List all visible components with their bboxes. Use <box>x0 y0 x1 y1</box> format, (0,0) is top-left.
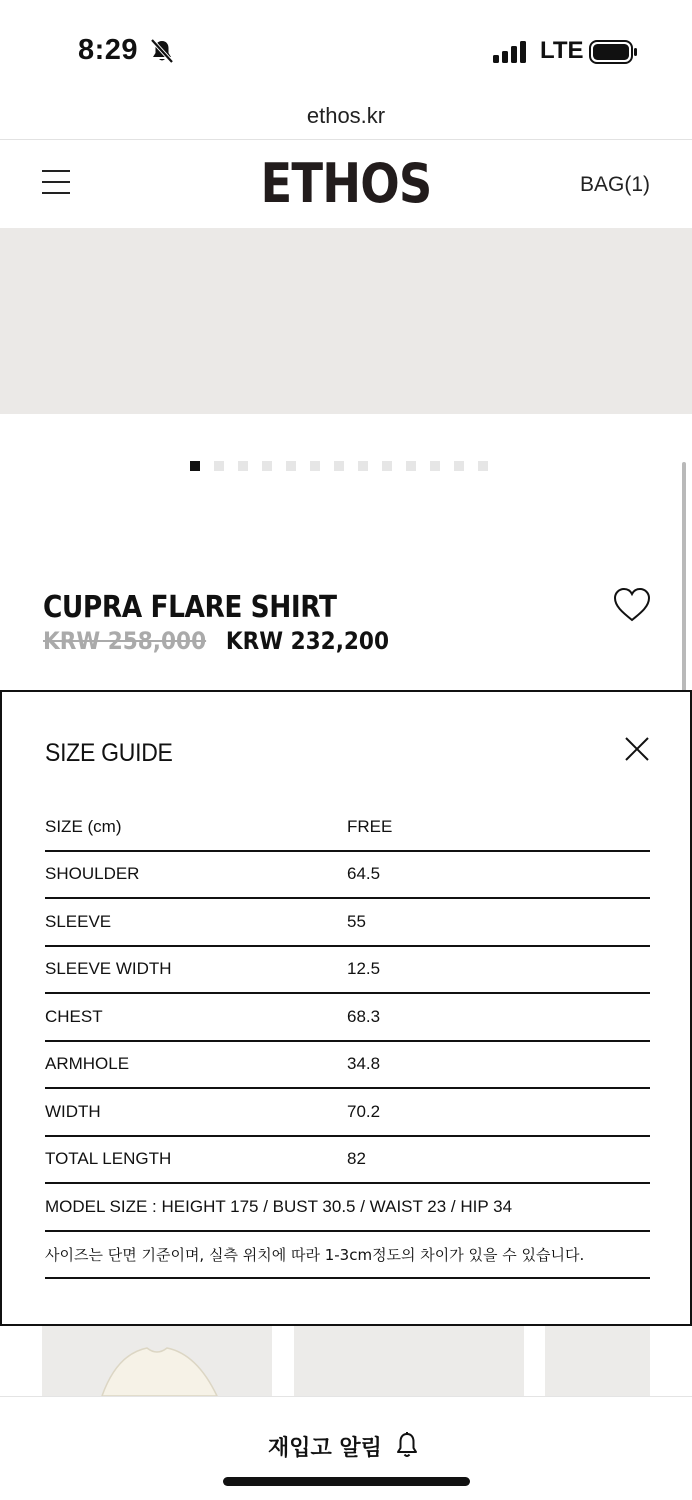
shirt-thumbnail-image <box>42 1326 272 1396</box>
original-price: KRW 258,000 <box>43 627 207 655</box>
size-row <box>45 1089 650 1137</box>
size-label: TOTAL LENGTH <box>45 1149 172 1169</box>
size-label: SIZE (cm) <box>45 816 122 836</box>
wishlist-heart-icon[interactable] <box>612 586 652 624</box>
carousel-dot[interactable] <box>310 461 320 471</box>
status-time: 8:29 <box>78 34 139 66</box>
carousel-dot[interactable] <box>190 461 200 471</box>
size-guide-title: SIZE GUIDE <box>45 739 173 767</box>
size-label: SHOULDER <box>45 864 140 884</box>
product-thumbnail[interactable] <box>545 1326 650 1396</box>
carousel-dot[interactable] <box>238 461 248 471</box>
size-value: FREE <box>347 816 393 836</box>
carousel-dot[interactable] <box>478 461 488 471</box>
size-row <box>45 1042 650 1090</box>
bell-icon <box>395 1431 419 1459</box>
size-value: 70.2 <box>347 1101 381 1121</box>
size-label: ARMHOLE <box>45 1054 130 1074</box>
size-row <box>45 947 650 995</box>
home-indicator <box>223 1477 470 1486</box>
size-guide-modal <box>0 690 692 1326</box>
size-value: 12.5 <box>347 959 381 979</box>
bell-slash-icon <box>150 38 174 64</box>
carousel-dot[interactable] <box>358 461 368 471</box>
site-logo[interactable]: ETHOS <box>260 152 432 215</box>
size-row <box>45 852 650 900</box>
page-scrollbar[interactable] <box>682 462 686 702</box>
carousel-dot[interactable] <box>214 461 224 471</box>
size-row <box>45 899 650 947</box>
size-value: 82 <box>347 1149 366 1169</box>
product-image[interactable] <box>0 228 692 414</box>
carousel-dot[interactable] <box>286 461 296 471</box>
bag-link[interactable]: BAG(1) <box>579 173 650 196</box>
size-row <box>45 994 650 1042</box>
close-icon[interactable] <box>624 736 650 762</box>
carousel-dot[interactable] <box>334 461 344 471</box>
carousel-dot[interactable] <box>406 461 416 471</box>
size-value: 68.3 <box>347 1006 381 1026</box>
carousel-dots <box>190 461 488 471</box>
sale-price: KRW 232,200 <box>225 627 389 655</box>
size-label: WIDTH <box>45 1101 101 1121</box>
carousel-dot[interactable] <box>262 461 272 471</box>
size-row <box>45 804 650 852</box>
carousel-dot[interactable] <box>382 461 392 471</box>
model-size-row: MODEL SIZE : HEIGHT 175 / BUST 30.5 / WAIST 23 / HIP 34 <box>45 1184 650 1232</box>
carousel-dot[interactable] <box>454 461 464 471</box>
size-value: 55 <box>347 911 366 931</box>
product-name: CUPRA FLARE SHIRT <box>43 590 337 625</box>
carousel-dot[interactable] <box>430 461 440 471</box>
size-label: CHEST <box>45 1006 103 1026</box>
product-thumbnail[interactable] <box>42 1326 272 1396</box>
size-label: SLEEVE <box>45 911 112 931</box>
cellular-signal-icon <box>493 41 529 63</box>
product-thumbnail[interactable] <box>294 1326 524 1396</box>
related-products-strip <box>0 1326 692 1396</box>
status-bar <box>0 0 692 96</box>
battery-icon <box>589 40 637 64</box>
size-note: 사이즈는 단면 기준이며, 실측 위치에 따라 1-3cm정도의 차이가 있을 수 있습니다. <box>45 1232 650 1280</box>
size-value: 64.5 <box>347 864 381 884</box>
size-label: SLEEVE WIDTH <box>45 959 172 979</box>
url-bar[interactable]: ethos.kr <box>0 96 692 140</box>
size-row <box>45 1137 650 1185</box>
size-value: 34.8 <box>347 1054 381 1074</box>
restock-label: 재입고 알림 <box>268 1436 382 1461</box>
network-type: LTE <box>540 37 584 64</box>
size-table <box>45 804 650 1279</box>
price-row <box>43 627 389 655</box>
